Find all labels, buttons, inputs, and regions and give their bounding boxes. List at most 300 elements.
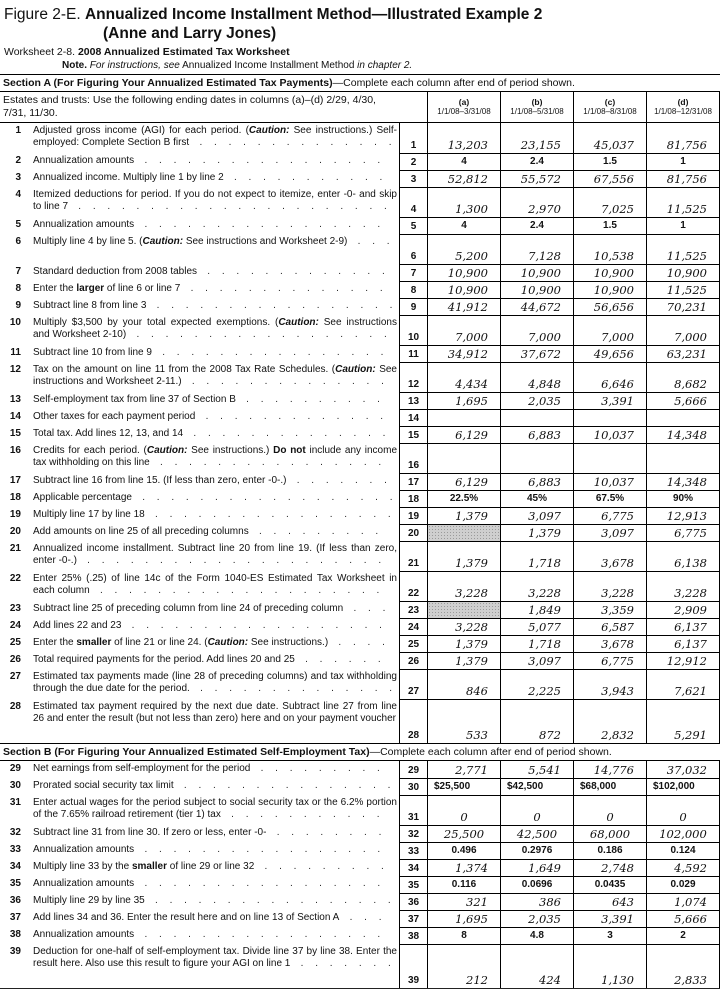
- row-24-value-d-text: 6,137: [674, 619, 707, 634]
- row-30-value-c: [574, 778, 647, 795]
- row-2-number: 2: [15, 155, 21, 166]
- row-17-text: Subtract line 16 from line 15. (If less than zero, enter -0-.) . . . . . . .: [33, 475, 392, 486]
- row-28-text: Estimated tax payment required by the next due date. Subtract line 27 from line 26 and enter the result (but not less than zero) here and on your payment voucher: [33, 701, 397, 724]
- row-6-number: 6: [15, 236, 21, 247]
- row-31-value-a-text: 0: [460, 809, 468, 824]
- row-32-value-d: [647, 825, 720, 842]
- section-b-heading-rest: —Complete each column after end of period shown.: [369, 746, 612, 758]
- row-27-value-d: [647, 669, 720, 699]
- row-14-text: Other taxes for each payment period . . . . . . . . . . . . .: [33, 411, 388, 422]
- row-7-value-a-text: 10,900: [447, 265, 488, 280]
- row-27-value-c: [574, 669, 647, 699]
- row-5-value-a: [428, 217, 501, 234]
- note-pre: For instructions, see: [89, 60, 180, 71]
- row-14-label: [0, 409, 400, 426]
- row-17-value-b-text: 6,883: [528, 474, 561, 489]
- row-22-value-d-text: 3,228: [674, 585, 707, 600]
- row-10-text: Multiply $3,500 by your total expected exemptions. (Caution: See instructions and Worksheet 2-10) . . . . . . . . . . . . . . . . . .: [33, 317, 397, 340]
- row-25-value-c-text: 3,678: [601, 636, 634, 651]
- row-24-value-c-text: 6,587: [601, 619, 634, 634]
- row-20-value-a: [428, 524, 501, 541]
- row-12-value-c: [574, 362, 647, 392]
- row-26-value-a-text: 1,379: [455, 653, 488, 668]
- row-21-value-a: [428, 541, 501, 571]
- row-2-label: [0, 153, 400, 170]
- row-9-value-b-text: 44,672: [520, 299, 561, 314]
- row-6-value-a: [428, 234, 501, 264]
- row-38-value-a-text: 8: [461, 930, 467, 941]
- row-13-value-b: [501, 392, 574, 409]
- row-32-value-c-text: 68,000: [589, 826, 631, 841]
- row-12-value-c-text: 6,646: [601, 376, 634, 391]
- row-22-value-b-text: 3,228: [528, 585, 561, 600]
- row-23-value-b: [501, 601, 574, 618]
- row-29-value-b-text: 5,541: [528, 762, 561, 777]
- row-35-value-d: [647, 876, 720, 893]
- row-28-number: 28: [9, 701, 21, 712]
- row-11-value-c: [574, 345, 647, 362]
- column-c-dates: 1/1/08–8/31/08: [583, 107, 637, 116]
- row-21-value-d-text: 6,138: [674, 555, 707, 570]
- row-30-value-b: [501, 778, 574, 795]
- row-12-value-b-text: 4,848: [528, 376, 561, 391]
- row-33-value-d: [647, 842, 720, 859]
- row-31-line-number: 31: [400, 795, 428, 825]
- row-9-value-c-text: 56,656: [593, 299, 634, 314]
- row-8-line-number: 8: [400, 281, 428, 298]
- row-35-label: [0, 876, 400, 893]
- row-32-label: [0, 825, 400, 842]
- row-4-value-a-text: 1,300: [455, 201, 488, 216]
- row-23-value-b-text: 1,849: [528, 602, 561, 617]
- row-27-value-b-text: 2,225: [528, 683, 561, 698]
- column-a-dates: 1/1/08–3/31/08: [437, 107, 491, 116]
- row-7-line-number: 7: [400, 264, 428, 281]
- row-18-number: 18: [9, 492, 21, 503]
- row-16-line-number: 16: [400, 443, 428, 473]
- row-34-value-d-text: 4,592: [674, 860, 707, 875]
- row-6-text: Multiply line 4 by line 5. (Caution: See instructions and Worksheet 2-9) . . .: [33, 236, 395, 247]
- row-1-value-a-text: 13,203: [447, 137, 488, 152]
- column-a-letter: (a): [458, 96, 470, 107]
- row-7-number: 7: [15, 266, 21, 277]
- row-21-value-b-text: 1,718: [528, 555, 561, 570]
- row-21-value-b: [501, 541, 574, 571]
- row-3-value-b-text: 55,572: [520, 171, 561, 186]
- row-32-value-b-text: 42,500: [516, 826, 558, 841]
- row-38-value-c: [574, 927, 647, 944]
- table-row: [0, 842, 720, 859]
- row-34-value-a: [428, 859, 501, 876]
- row-3-number: 3: [15, 172, 21, 183]
- row-4-value-b: [501, 187, 574, 217]
- row-9-value-d: [647, 298, 720, 315]
- row-15-value-a: [428, 426, 501, 443]
- row-37-text: Add lines 34 and 36. Enter the result here and on line 13 of Section A . . .: [33, 912, 386, 923]
- row-2-text: Annualization amounts . . . . . . . . . . . . . . . . .: [33, 155, 385, 166]
- row-17-value-d-text: 14,348: [666, 474, 707, 489]
- row-22-value-a: [428, 571, 501, 601]
- table-row: [0, 153, 720, 170]
- note-post: in chapter 2.: [357, 60, 413, 71]
- row-37-number: 37: [9, 912, 21, 923]
- row-7-value-d: [647, 264, 720, 281]
- row-39-value-b: [501, 944, 574, 988]
- row-23-value-d: [647, 601, 720, 618]
- row-22-value-c-text: 3,228: [601, 585, 634, 600]
- row-32-line-number: 32: [400, 825, 428, 842]
- estates-trusts-note: Estates and trusts: Use the following ending dates in columns (a)–(d) 2/29, 4/30, 7/31, 11/30.: [0, 92, 428, 122]
- table-row: [0, 345, 720, 362]
- row-30-value-b-text: $42,500: [507, 781, 544, 792]
- row-19-label: [0, 507, 400, 524]
- row-35-value-d-text: 0.029: [670, 879, 696, 890]
- row-32-value-c: [574, 825, 647, 842]
- row-24-line-number: 24: [400, 618, 428, 635]
- section-a-header: [0, 74, 720, 92]
- row-38-value-d: [647, 927, 720, 944]
- row-6-line-number: 6: [400, 234, 428, 264]
- row-15-value-a-text: 6,129: [455, 427, 488, 442]
- row-7-value-b: [501, 264, 574, 281]
- column-d-letter: (d): [677, 96, 689, 107]
- row-31-value-c: [574, 795, 647, 825]
- row-28-value-d: [647, 699, 720, 743]
- row-12-label: [0, 362, 400, 392]
- row-21-line-number: 21: [400, 541, 428, 571]
- row-18-value-a-text: 22.5%: [449, 493, 479, 504]
- row-17-value-c-text: 10,037: [593, 474, 634, 489]
- row-30-number: 30: [9, 780, 21, 791]
- row-27-value-d-text: 7,621: [674, 683, 707, 698]
- row-21-value-d: [647, 541, 720, 571]
- row-21-text: Annualized income installment. Subtract line 20 from line 19. (If less than zero, enter -0-.) . . . . . . . . . . . . . . . . . . . . .: [33, 543, 397, 566]
- row-15-value-c: [574, 426, 647, 443]
- section-a-rows: [0, 123, 720, 743]
- row-9-value-a: [428, 298, 501, 315]
- table-row: [0, 392, 720, 409]
- row-8-label: [0, 281, 400, 298]
- row-31-label: [0, 795, 400, 825]
- row-33-value-a: [428, 842, 501, 859]
- table-row: [0, 669, 720, 699]
- row-19-value-d-text: 12,913: [666, 508, 707, 523]
- row-11-value-c-text: 49,656: [593, 346, 634, 361]
- row-13-value-b-text: 2,035: [528, 393, 561, 408]
- row-4-number: 4: [15, 189, 21, 200]
- row-33-value-b: [501, 842, 574, 859]
- row-21-number: 21: [9, 543, 21, 554]
- row-26-label: [0, 652, 400, 669]
- table-row: [0, 652, 720, 669]
- table-row: [0, 123, 720, 153]
- row-30-label: [0, 778, 400, 795]
- row-8-value-a-text: 10,900: [447, 282, 488, 297]
- row-38-line-number: 38: [400, 927, 428, 944]
- row-28-value-c: [574, 699, 647, 743]
- row-28-value-a-text: 533: [466, 727, 488, 742]
- row-5-line-number: 5: [400, 217, 428, 234]
- row-5-value-c-text: 1.5: [603, 220, 617, 231]
- row-3-value-c-text: 67,556: [593, 171, 634, 186]
- row-36-label: [0, 893, 400, 910]
- row-30-value-a: [428, 778, 501, 795]
- row-19-value-a-text: 1,379: [455, 508, 488, 523]
- table-row: [0, 490, 720, 507]
- row-39-value-a-text: 212: [466, 972, 488, 987]
- row-18-line-number: 18: [400, 490, 428, 507]
- row-27-value-b: [501, 669, 574, 699]
- row-4-value-b-text: 2,970: [528, 201, 561, 216]
- row-11-value-b: [501, 345, 574, 362]
- column-b-letter: (b): [531, 96, 543, 107]
- row-22-value-d: [647, 571, 720, 601]
- row-38-value-d-text: 2: [680, 930, 686, 941]
- row-3-label: [0, 170, 400, 187]
- row-35-value-b-text: 0.0696: [521, 879, 553, 890]
- row-12-value-a-text: 4,434: [455, 376, 488, 391]
- row-1-value-b-text: 23,155: [520, 137, 561, 152]
- row-16-label: [0, 443, 400, 473]
- row-26-value-b: [501, 652, 574, 669]
- row-7-label: [0, 264, 400, 281]
- row-26-value-d: [647, 652, 720, 669]
- table-row: [0, 635, 720, 652]
- row-33-value-b-text: 0.2976: [521, 845, 553, 856]
- row-5-number: 5: [15, 219, 21, 230]
- row-1-label: [0, 123, 400, 153]
- column-header-a: [428, 92, 501, 122]
- row-33-value-a-text: 0.496: [451, 845, 477, 856]
- section-a-heading-rest: —Complete each column after end of period shown.: [332, 77, 575, 89]
- row-30-text: Prorated social security tax limit . . . . . . . . . . . . . . .: [33, 780, 395, 791]
- row-32-value-d-text: 102,000: [659, 826, 707, 841]
- column-header-c: [574, 92, 647, 122]
- row-15-value-d-text: 14,348: [666, 427, 707, 442]
- row-22-line-number: 22: [400, 571, 428, 601]
- row-5-value-c: [574, 217, 647, 234]
- row-31-value-d: [647, 795, 720, 825]
- row-13-value-a: [428, 392, 501, 409]
- row-26-value-c-text: 6,775: [601, 653, 634, 668]
- table-row: [0, 473, 720, 490]
- row-13-number: 13: [9, 394, 21, 405]
- row-8-number: 8: [15, 283, 21, 294]
- row-29-value-d: [647, 761, 720, 778]
- row-35-line-number: 35: [400, 876, 428, 893]
- row-26-line-number: 26: [400, 652, 428, 669]
- row-11-value-d: [647, 345, 720, 362]
- row-30-line-number: 30: [400, 778, 428, 795]
- row-10-value-b: [501, 315, 574, 345]
- row-3-value-c: [574, 170, 647, 187]
- row-29-value-c: [574, 761, 647, 778]
- row-33-text: Annualization amounts . . . . . . . . . . . . . . . . .: [33, 844, 385, 855]
- row-33-label: [0, 842, 400, 859]
- row-20-line-number: 20: [400, 524, 428, 541]
- row-4-label: [0, 187, 400, 217]
- row-2-value-d: [647, 153, 720, 170]
- row-30-value-c-text: $68,000: [580, 781, 617, 792]
- table-row: [0, 443, 720, 473]
- row-15-line-number: 15: [400, 426, 428, 443]
- row-7-value-d-text: 10,900: [666, 265, 707, 280]
- row-28-value-d-text: 5,291: [674, 727, 707, 742]
- row-39-value-d: [647, 944, 720, 988]
- row-20-value-c: [574, 524, 647, 541]
- row-16-number: 16: [9, 445, 21, 456]
- row-17-value-b: [501, 473, 574, 490]
- row-29-value-a: [428, 761, 501, 778]
- row-36-value-a: [428, 893, 501, 910]
- table-row: [0, 601, 720, 618]
- row-29-value-d-text: 37,032: [666, 762, 707, 777]
- row-9-text: Subtract line 8 from line 3 . . . . . . . . . . . . . . . . .: [33, 300, 397, 311]
- row-6-value-c: [574, 234, 647, 264]
- row-1-number: 1: [15, 125, 21, 136]
- row-18-value-b-text: 45%: [526, 493, 547, 504]
- section-b-rows: [0, 761, 720, 989]
- row-15-value-c-text: 10,037: [593, 427, 634, 442]
- row-11-number: 11: [10, 347, 21, 358]
- row-20-value-d: [647, 524, 720, 541]
- row-1-value-a: [428, 123, 501, 153]
- row-36-value-b: [501, 893, 574, 910]
- row-2-value-b-text: 2.4: [530, 156, 544, 167]
- row-3-text: Annualized income. Multiply line 1 by line 2 . . . . . . . . . . .: [33, 172, 387, 183]
- row-25-number: 25: [9, 637, 21, 648]
- row-34-number: 34: [9, 861, 21, 872]
- row-5-value-b: [501, 217, 574, 234]
- row-22-value-b: [501, 571, 574, 601]
- row-20-value-b: [501, 524, 574, 541]
- row-4-value-d-text: 11,525: [666, 201, 707, 216]
- row-26-number: 26: [9, 654, 21, 665]
- row-34-value-c-text: 2,748: [601, 860, 634, 875]
- row-24-number: 24: [9, 620, 21, 631]
- table-row: [0, 944, 720, 988]
- row-34-value-b-text: 1,649: [528, 860, 561, 875]
- row-6-value-b: [501, 234, 574, 264]
- row-17-value-a-text: 6,129: [455, 474, 488, 489]
- row-36-value-d: [647, 893, 720, 910]
- row-3-value-d-text: 81,756: [666, 171, 707, 186]
- row-32-number: 32: [9, 827, 21, 838]
- row-25-value-c: [574, 635, 647, 652]
- row-37-value-b-text: 2,035: [528, 911, 561, 926]
- row-6-value-d: [647, 234, 720, 264]
- table-row: [0, 876, 720, 893]
- row-17-number: 17: [9, 475, 21, 486]
- row-14-number: 14: [9, 411, 21, 422]
- table-row: [0, 927, 720, 944]
- row-24-text: Add lines 22 and 23 . . . . . . . . . . . . . . . . . .: [33, 620, 387, 631]
- row-27-text: Estimated tax payments made (line 28 of preceding columns) and tax withholding through the due date for the period. . . . . . . . . . . . . . .: [33, 671, 397, 694]
- row-7-value-b-text: 10,900: [520, 265, 561, 280]
- row-10-value-a-text: 7,000: [455, 329, 488, 344]
- row-13-value-d: [647, 392, 720, 409]
- row-25-value-a: [428, 635, 501, 652]
- row-13-value-a-text: 1,695: [455, 393, 488, 408]
- row-20-label: [0, 524, 400, 541]
- row-2-value-a: [428, 153, 501, 170]
- row-24-value-b: [501, 618, 574, 635]
- table-row: [0, 618, 720, 635]
- row-23-label: [0, 601, 400, 618]
- row-34-text: Multiply line 33 by the smaller of line 29 or line 32 . . . . . . . . .: [33, 861, 389, 872]
- row-6-value-d-text: 11,525: [666, 248, 707, 263]
- row-19-line-number: 19: [400, 507, 428, 524]
- row-20-value-d-text: 6,775: [674, 525, 707, 540]
- row-33-value-d-text: 0.124: [670, 845, 696, 856]
- row-23-value-c-text: 3,359: [601, 602, 634, 617]
- table-row: [0, 298, 720, 315]
- row-31-text: Enter actual wages for the period subject to social security tax or the 6.2% portion of the 7.65% railroad retirement (tier 1) tax . . . . . . . . . . .: [33, 797, 397, 820]
- row-38-value-b: [501, 927, 574, 944]
- row-19-value-c: [574, 507, 647, 524]
- row-15-label: [0, 426, 400, 443]
- row-19-value-c-text: 6,775: [601, 508, 634, 523]
- row-19-value-a: [428, 507, 501, 524]
- row-14-line-number: 14: [400, 409, 428, 426]
- row-37-value-d-text: 5,666: [674, 911, 707, 926]
- page-subtitle: (Anne and Larry Jones): [103, 25, 277, 42]
- row-12-value-d-text: 8,682: [674, 376, 707, 391]
- row-10-value-d-text: 7,000: [674, 329, 707, 344]
- column-header-row: [0, 92, 720, 123]
- row-19-number: 19: [9, 509, 21, 520]
- row-16-text: Credits for each period. (Caution: See instructions.) Do not include any income tax withholding on this line . . . . . . . . . . . . . . . .: [33, 445, 398, 468]
- row-24-value-d: [647, 618, 720, 635]
- row-4-text: Itemized deductions for period. If you do not expect to itemize, enter -0- and skip to line 7 . . . . . . . . . . . . . . . . . . . . . .: [33, 189, 397, 212]
- row-30-value-d-text: $102,000: [653, 781, 695, 792]
- table-row: [0, 187, 720, 217]
- column-d-dates: 1/1/08–12/31/08: [654, 107, 712, 116]
- row-25-label: [0, 635, 400, 652]
- row-15-value-d: [647, 426, 720, 443]
- row-10-line-number: 10: [400, 315, 428, 345]
- worksheet-label: Worksheet 2-8.: [4, 46, 76, 58]
- table-row: [0, 778, 720, 795]
- row-22-text: Enter 25% (.25) of line 14c of the Form 1040-ES Estimated Tax Worksheet in each column . . . . . . . . . . . . . . . . . . . .: [33, 573, 397, 596]
- row-19-text: Multiply line 17 by line 18 . . . . . . . . . . . . . . . . .: [33, 509, 396, 520]
- table-row: [0, 281, 720, 298]
- row-28-value-c-text: 2,832: [601, 727, 634, 742]
- row-27-value-a: [428, 669, 501, 699]
- row-15-text: Total tax. Add lines 12, 13, and 14 . . . . . . . . . . . . . .: [33, 428, 390, 439]
- worksheet-title-line: [4, 46, 720, 59]
- row-37-value-d: [647, 910, 720, 927]
- row-13-value-c: [574, 392, 647, 409]
- row-35-number: 35: [9, 878, 21, 889]
- row-10-value-c: [574, 315, 647, 345]
- row-27-number: 27: [9, 671, 21, 682]
- row-11-label: [0, 345, 400, 362]
- row-39-value-c: [574, 944, 647, 988]
- row-18-value-d-text: 90%: [672, 493, 693, 504]
- row-20-value-c-text: 3,097: [601, 525, 634, 540]
- row-22-value-a-text: 3,228: [455, 585, 488, 600]
- row-19-value-d: [647, 507, 720, 524]
- table-row: [0, 825, 720, 842]
- row-34-line-number: 34: [400, 859, 428, 876]
- row-38-value-c-text: 3: [607, 930, 613, 941]
- row-8-value-d: [647, 281, 720, 298]
- row-36-value-a-text: 321: [466, 894, 488, 909]
- row-28-value-a: [428, 699, 501, 743]
- worksheet-title: 2008 Annualized Estimated Tax Worksheet: [77, 46, 290, 58]
- row-29-text: Net earnings from self-employment for the period . . . . . . . . .: [33, 763, 385, 774]
